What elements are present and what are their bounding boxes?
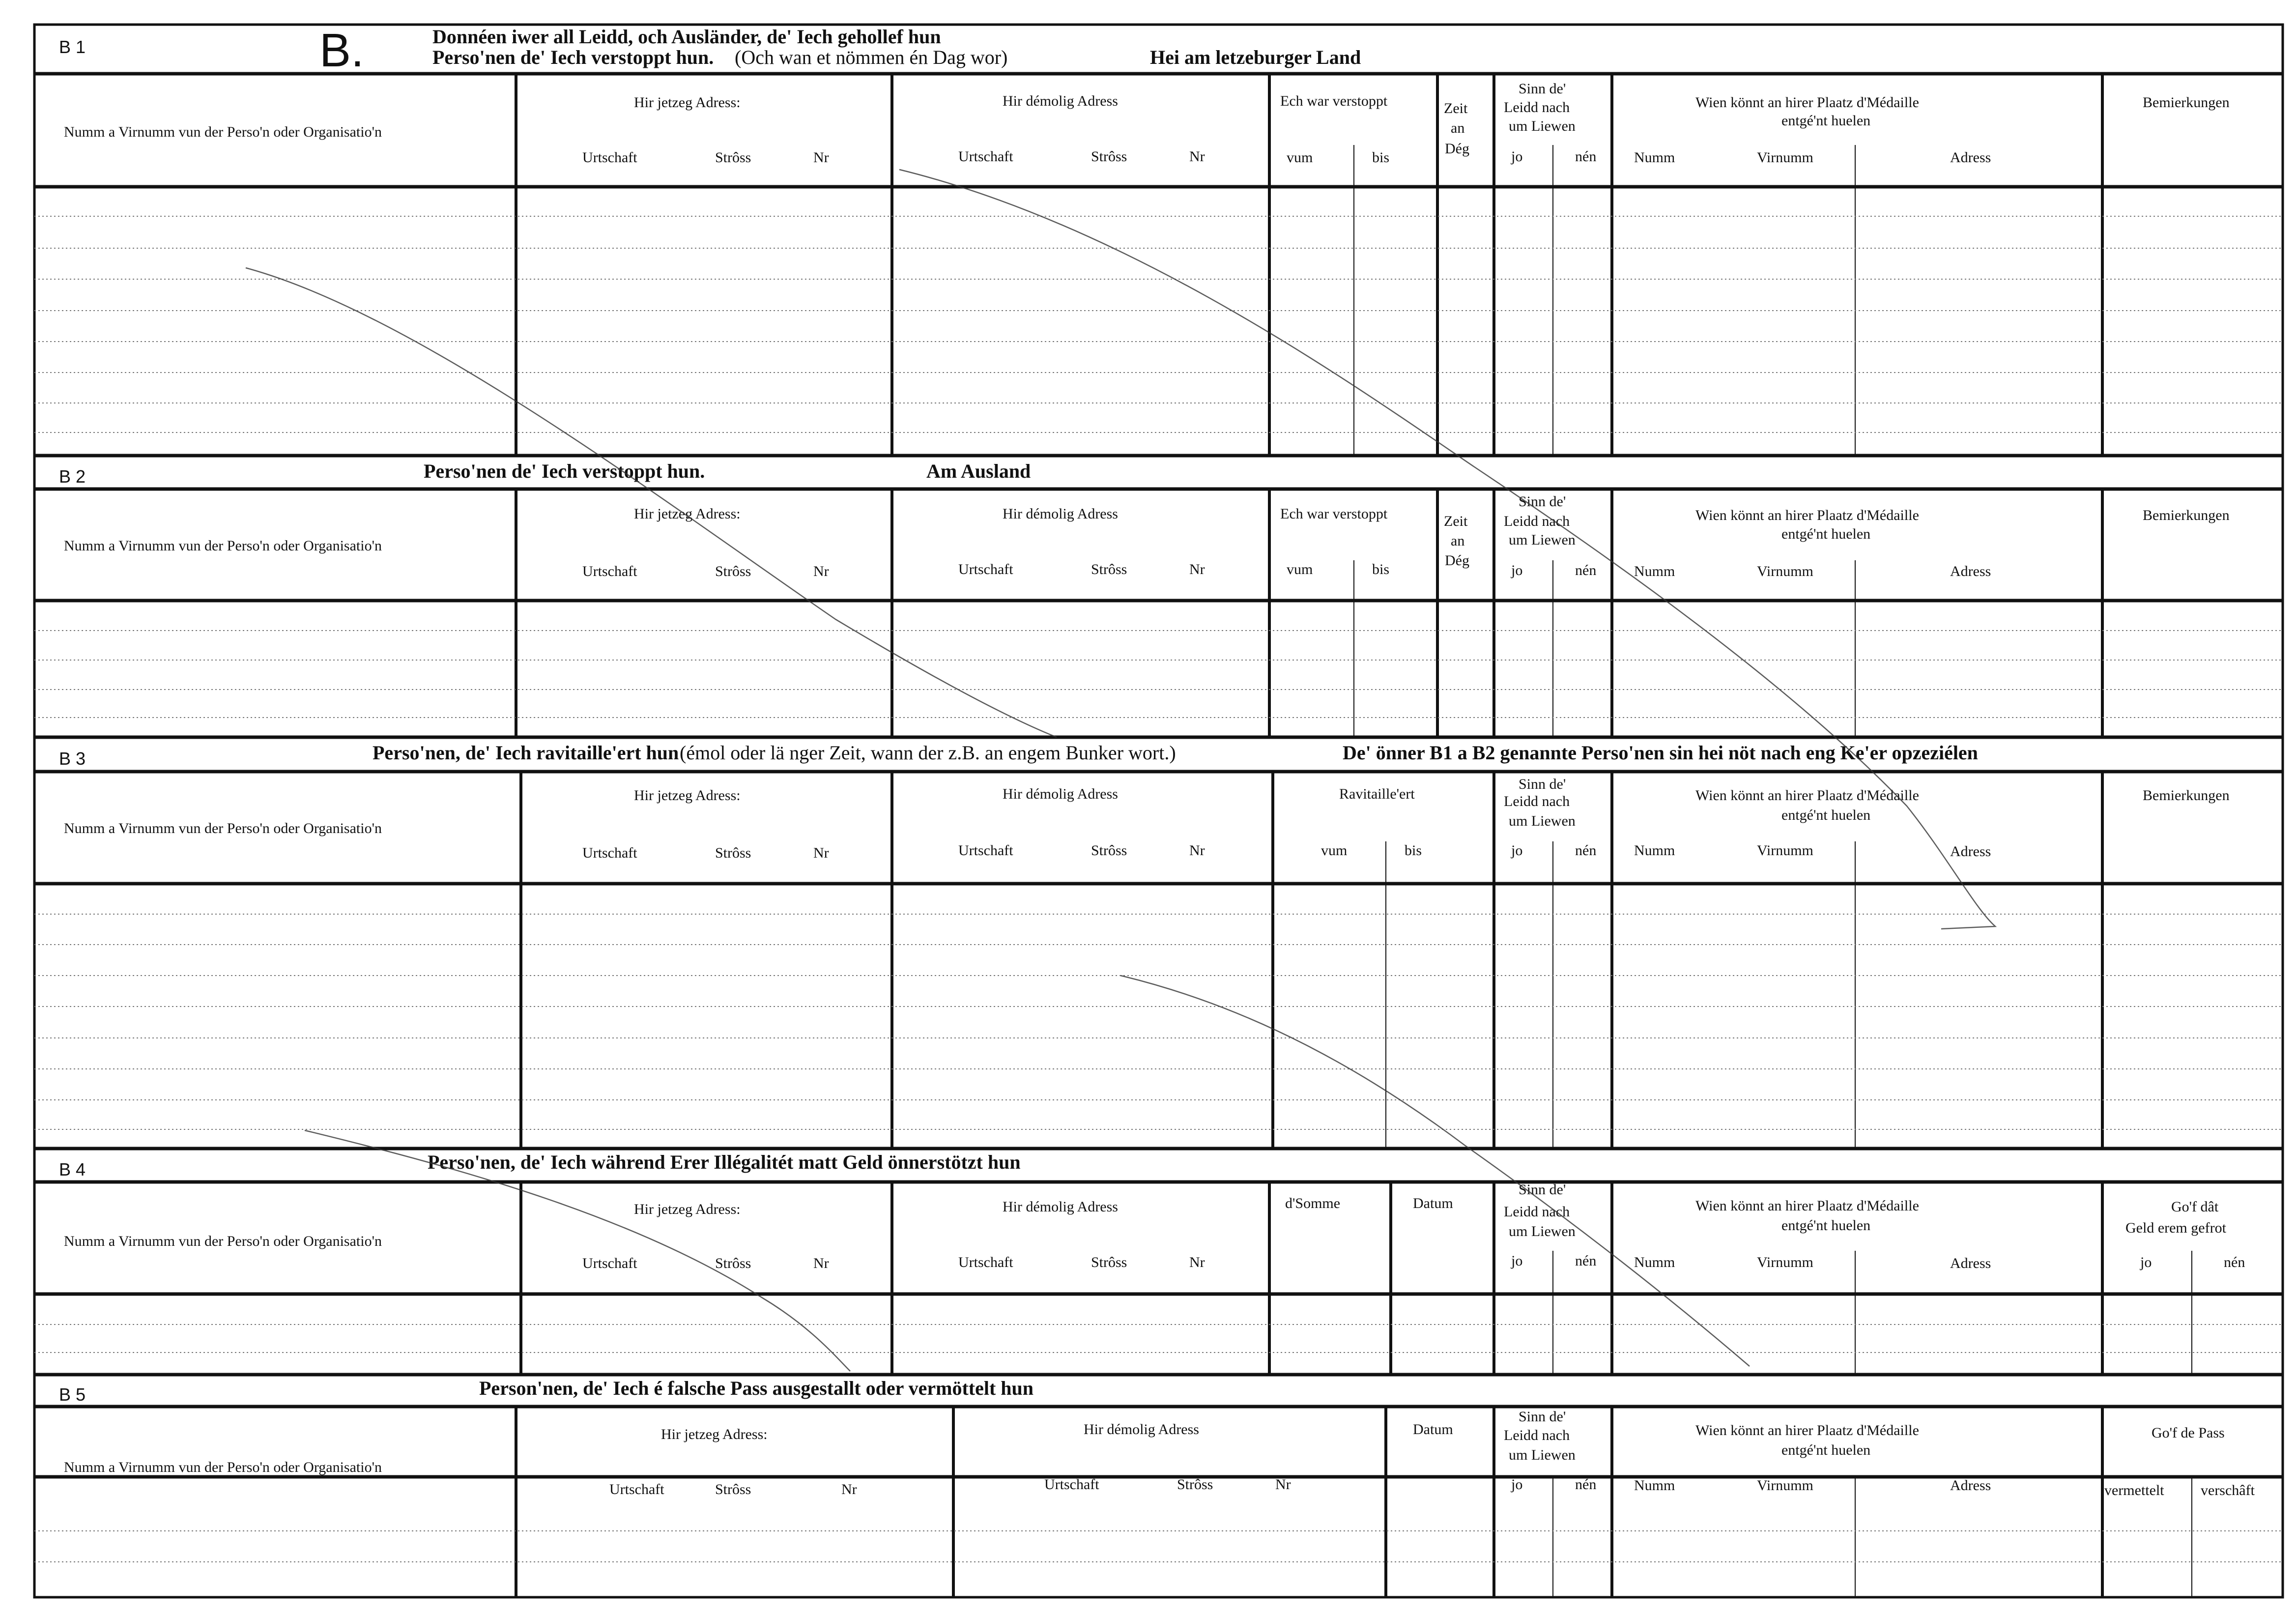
b5-title: Person'nen, de' Iech é falsche Pass ausgestallt oder vermöttelt hun <box>479 1377 1034 1399</box>
b5-sinn: Sinn de' <box>1519 1409 1566 1425</box>
b1-vum: vum <box>1287 149 1313 166</box>
b1-title-line2: Perso'nen de' Iech verstoppt hun. <box>432 46 714 68</box>
section-b5 <box>34 1377 2283 1597</box>
b3-leidd: Leidd nach <box>1504 793 1570 809</box>
b3-medaille-header-2: entgé'nt huelen <box>1781 807 1871 823</box>
b5-passport-vermettelt: vermettelt <box>2104 1482 2164 1498</box>
b4-adress: Adress <box>1950 1255 1991 1271</box>
b3-current-address-header: Hir jetzeg Adress: <box>634 787 741 804</box>
b5-medaille-header: Wien könnt an hirer Plaatz d'Médaille <box>1695 1422 1919 1438</box>
b5-urtschaft-2: Urtschaft <box>1044 1476 1099 1493</box>
b3-sinn: Sinn de' <box>1519 776 1566 792</box>
b1-title-line1: Donnéen iwer all Leidd, och Ausländer, de' Iech gehollef hun <box>432 26 941 48</box>
b1-title-note: (Och wan et nömmen én Dag wor) <box>735 46 1008 68</box>
b1-liewen: um Liewen <box>1509 118 1576 134</box>
b4-repaid-header: Go'f dât <box>2171 1199 2219 1215</box>
b2-stross: Strôss <box>715 563 751 579</box>
b1-deg: Dég <box>1445 141 1469 157</box>
b4-numm: Numm <box>1634 1254 1675 1270</box>
b2-deg: Dég <box>1445 552 1469 569</box>
b2-medaille-header-2: entgé'nt huelen <box>1781 526 1871 542</box>
b2-hidden-header: Ech war verstoppt <box>1280 506 1388 522</box>
b5-date-header: Datum <box>1413 1421 1453 1438</box>
b2-an: an <box>1451 533 1465 549</box>
b1-stross-2: Strôss <box>1091 148 1127 165</box>
b5-former-address-header: Hir démolig Adress <box>1084 1421 1199 1438</box>
b1-urtschaft: Urtschaft <box>582 149 637 166</box>
b2-code: B 2 <box>59 466 86 487</box>
b2-name-header: Numm a Virnumm vun der Perso'n oder Organisatio'n <box>64 538 382 554</box>
b1-current-address-header: Hir jetzeg Adress: <box>634 94 741 111</box>
b2-adress: Adress <box>1950 563 1991 579</box>
b4-urtschaft-2: Urtschaft <box>958 1254 1013 1270</box>
b4-medaille-header: Wien könnt an hirer Plaatz d'Médaille <box>1695 1198 1919 1214</box>
b3-code: B 3 <box>59 748 86 769</box>
b5-stross-2: Strôss <box>1177 1476 1213 1493</box>
b3-liewen: um Liewen <box>1509 813 1576 829</box>
b5-virnumm: Virnumm <box>1757 1477 1813 1494</box>
b1-nen: nén <box>1575 148 1597 165</box>
b2-jo: jo <box>1511 562 1523 578</box>
b5-current-address-header: Hir jetzeg Adress: <box>661 1426 768 1442</box>
b3-jo: jo <box>1511 842 1523 859</box>
outer-frame <box>34 25 2283 1597</box>
b1-remarks-header: Bemierkungen <box>2143 94 2230 111</box>
b5-numm: Numm <box>1634 1477 1675 1494</box>
b4-date-header: Datum <box>1413 1195 1453 1211</box>
b1-code: B 1 <box>59 37 86 57</box>
b2-nr: Nr <box>813 563 829 579</box>
b4-name-header: Numm a Virnumm vun der Perso'n oder Organisatio'n <box>64 1233 382 1249</box>
b2-current-address-header: Hir jetzeg Adress: <box>634 506 741 522</box>
b5-jo: jo <box>1511 1476 1523 1493</box>
b2-stross-2: Strôss <box>1091 561 1127 577</box>
b2-liewen: um Liewen <box>1509 532 1576 548</box>
b2-sinn: Sinn de' <box>1519 493 1566 510</box>
b4-liewen: um Liewen <box>1509 1223 1576 1239</box>
b4-repaid-header-2: Geld erem gefrot <box>2125 1220 2226 1236</box>
b1-former-address-header: Hir démolig Adress <box>1003 93 1118 109</box>
b3-vum: vum <box>1321 842 1348 859</box>
b3-former-address-header: Hir démolig Adress <box>1003 786 1118 802</box>
b3-medaille-header: Wien könnt an hirer Plaatz d'Médaille <box>1695 787 1919 804</box>
b5-adress: Adress <box>1950 1477 1991 1494</box>
b1-nr-2: Nr <box>1189 148 1205 165</box>
b3-supplied-header: Ravitaille'ert <box>1339 786 1415 802</box>
b3-title-instruction: De' önner B1 a B2 genannte Perso'nen sin hei nöt nach eng Ke'er opzeziélen <box>1343 742 1978 764</box>
b1-sinn: Sinn de' <box>1519 81 1566 97</box>
b1-an: an <box>1451 120 1465 136</box>
b1-name-header: Numm a Virnumm vun der Perso'n oder Organisatio'n <box>64 124 382 140</box>
form-letter: B. <box>319 24 364 77</box>
b2-nr-2: Nr <box>1189 561 1205 577</box>
b4-title: Perso'nen, de' Iech während Erer Illégalitét matt Geld önnerstötzt hun <box>428 1151 1021 1173</box>
b2-medaille-header: Wien könnt an hirer Plaatz d'Médaille <box>1695 507 1919 523</box>
b3-title-note: (émol oder lä nger Zeit, wann der z.B. an engem Bunker wort.) <box>680 742 1176 764</box>
b4-nr-2: Nr <box>1189 1254 1205 1270</box>
b5-nr-2: Nr <box>1275 1476 1291 1493</box>
b1-stross: Strôss <box>715 149 751 166</box>
b1-numm: Numm <box>1634 149 1675 166</box>
b1-virnumm: Virnumm <box>1757 149 1813 166</box>
b2-remarks-header: Bemierkungen <box>2143 507 2230 523</box>
b3-title: Perso'nen, de' Iech ravitaille'ert hun <box>373 742 679 764</box>
b3-numm: Numm <box>1634 842 1675 859</box>
b4-former-address-header: Hir démolig Adress <box>1003 1199 1118 1215</box>
b3-remarks-header: Bemierkungen <box>2143 787 2230 804</box>
b3-nen: nén <box>1575 842 1597 859</box>
b2-urtschaft: Urtschaft <box>582 563 637 579</box>
b5-medaille-header-2: entgé'nt huelen <box>1781 1442 1871 1458</box>
b2-former-address-header: Hir démolig Adress <box>1003 506 1118 522</box>
b1-medaille-header-2: entgé'nt huelen <box>1781 113 1871 129</box>
b4-stross: Strôss <box>715 1255 751 1271</box>
b5-urtschaft: Urtschaft <box>609 1481 664 1497</box>
b1-hidden-header: Ech war verstoppt <box>1280 93 1388 109</box>
b5-passport-header: Go'f de Pass <box>2152 1425 2225 1441</box>
b4-leidd: Leidd nach <box>1504 1204 1570 1220</box>
b1-adress: Adress <box>1950 149 1991 166</box>
b4-current-address-header: Hir jetzeg Adress: <box>634 1201 741 1217</box>
b2-bis: bis <box>1372 561 1390 577</box>
b4-medaille-header-2: entgé'nt huelen <box>1781 1217 1871 1234</box>
b3-stross-2: Strôss <box>1091 842 1127 859</box>
b1-zeit: Zeit <box>1444 100 1468 116</box>
b3-name-header: Numm a Virnumm vun der Perso'n oder Organisatio'n <box>64 820 382 836</box>
b3-nr-2: Nr <box>1189 842 1205 859</box>
b3-bis: bis <box>1405 842 1422 859</box>
b2-numm: Numm <box>1634 563 1675 579</box>
b5-stross: Strôss <box>715 1481 751 1497</box>
b2-title: Perso'nen de' Iech verstoppt hun. <box>424 460 705 482</box>
b5-nen: nén <box>1575 1476 1597 1493</box>
b4-code: B 4 <box>59 1159 86 1179</box>
b5-liewen: um Liewen <box>1509 1447 1576 1463</box>
b4-sum-header: d'Somme <box>1285 1195 1341 1211</box>
b4-urtschaft: Urtschaft <box>582 1255 637 1271</box>
b3-adress: Adress <box>1950 843 1991 860</box>
b1-leidd: Leidd nach <box>1504 99 1570 115</box>
b3-urtschaft: Urtschaft <box>582 845 637 861</box>
section-separators <box>34 74 2283 1407</box>
b4-nr: Nr <box>813 1255 829 1271</box>
b5-passport-verschaft: verschâft <box>2201 1482 2255 1498</box>
b2-zeit: Zeit <box>1444 513 1468 529</box>
b1-medaille-header: Wien könnt an hirer Plaatz d'Médaille <box>1695 94 1919 111</box>
section-b1 <box>34 24 2283 456</box>
b2-virnumm: Virnumm <box>1757 563 1813 579</box>
b4-jo: jo <box>1511 1253 1523 1269</box>
b5-name-header: Numm a Virnumm vun der Perso'n oder Organisatio'n <box>64 1459 382 1475</box>
b1-title-place: Hei am letzeburger Land <box>1150 46 1361 68</box>
section-b3 <box>34 742 2283 1149</box>
b5-nr: Nr <box>841 1481 857 1497</box>
b3-nr: Nr <box>813 845 829 861</box>
b4-virnumm: Virnumm <box>1757 1254 1813 1270</box>
b4-repaid-nen: nén <box>2224 1254 2245 1270</box>
b3-virnumm: Virnumm <box>1757 842 1813 859</box>
b4-repaid-jo: jo <box>2140 1254 2152 1270</box>
b2-urtschaft-2: Urtschaft <box>958 561 1013 577</box>
b1-jo: jo <box>1511 148 1523 165</box>
b2-nen: nén <box>1575 562 1597 578</box>
b5-code: B 5 <box>59 1384 86 1405</box>
b4-stross-2: Strôss <box>1091 1254 1127 1270</box>
b3-urtschaft-2: Urtschaft <box>958 842 1013 859</box>
b5-leidd: Leidd nach <box>1504 1427 1570 1443</box>
b2-leidd: Leidd nach <box>1504 513 1570 529</box>
b4-nen: nén <box>1575 1253 1597 1269</box>
b1-nr: Nr <box>813 149 829 166</box>
b3-stross: Strôss <box>715 845 751 861</box>
b4-sinn: Sinn de' <box>1519 1181 1566 1198</box>
b2-title-location: Am Ausland <box>926 460 1031 482</box>
b2-vum: vum <box>1287 561 1313 577</box>
section-b2 <box>34 460 2283 737</box>
section-b4 <box>34 1151 2283 1375</box>
b1-urtschaft-2: Urtschaft <box>958 148 1013 165</box>
b1-bis: bis <box>1372 149 1390 166</box>
